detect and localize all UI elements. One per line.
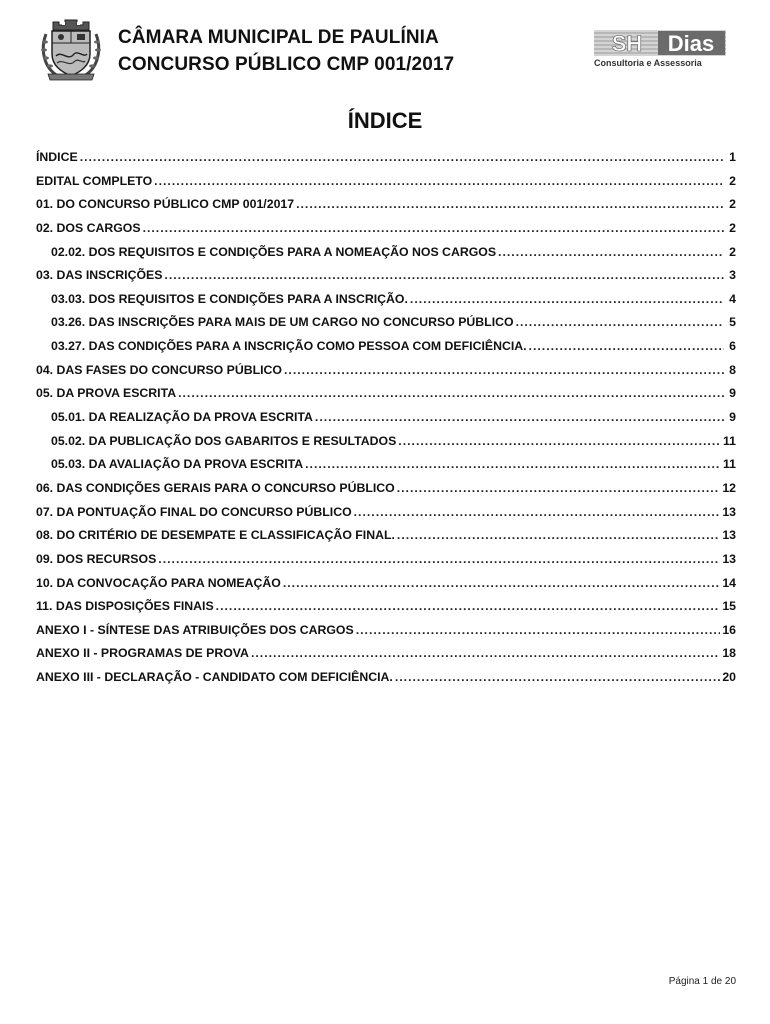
toc-leader-dots <box>143 221 724 235</box>
toc-entry-page: 5 <box>729 315 736 330</box>
toc-entry-page: 14 <box>722 575 736 590</box>
toc-entry-label: EDITAL COMPLETO <box>36 173 153 188</box>
toc-leader-dots <box>398 434 721 448</box>
toc-entry[interactable] <box>36 339 736 363</box>
toc-entry[interactable] <box>36 292 736 316</box>
toc-entry-label: 02. DOS CARGOS <box>36 220 141 235</box>
page-header <box>0 0 770 90</box>
toc-entry-page: 9 <box>729 410 736 425</box>
toc-entry-page: 1 <box>729 150 736 164</box>
toc-entry-label: 03.26. DAS INSCRIÇÕES PARA MAIS DE UM CARGO NO CONCURSO PÚBLICO <box>51 315 514 330</box>
toc-entry[interactable] <box>36 268 736 292</box>
toc-entry-label: 02.02. DOS REQUISITOS E CONDIÇÕES PARA A NOMEAÇÃO NOS CARGOS <box>51 244 497 259</box>
toc-leader-dots <box>498 245 724 259</box>
toc-entry[interactable] <box>36 386 736 410</box>
toc-entry[interactable] <box>36 505 736 529</box>
toc-entry[interactable] <box>36 315 736 339</box>
toc-entry-page: 3 <box>729 268 736 283</box>
toc-entry-page: 2 <box>729 173 736 188</box>
toc-entry[interactable] <box>36 174 736 198</box>
page-number: Página 1 de 20 <box>668 976 736 987</box>
toc-leader-dots <box>395 670 720 684</box>
toc-entry-page: 6 <box>729 339 736 354</box>
toc-entry-label: 03.27. DAS CONDIÇÕES PARA A INSCRIÇÃO COMO PESSOA COM DEFICIÊNCIA. <box>51 339 527 354</box>
toc-entry-page: 2 <box>729 244 736 259</box>
toc-entry-label: 06. DAS CONDIÇÕES GERAIS PARA O CONCURSO PÚBLICO <box>36 480 395 495</box>
toc-entry[interactable] <box>36 434 736 458</box>
municipal-crest-icon <box>40 16 102 82</box>
toc-entry-label: 05.03. DA AVALIAÇÃO DA PROVA ESCRITA <box>51 457 304 472</box>
toc-entry[interactable] <box>36 576 736 600</box>
toc-entry[interactable] <box>36 197 736 221</box>
toc-leader-dots <box>80 150 724 164</box>
toc-entry[interactable] <box>36 221 736 245</box>
toc-entry-page: 2 <box>729 197 736 212</box>
svg-text:Dias: Dias <box>667 31 715 56</box>
toc-leader-dots <box>315 410 724 424</box>
toc-entry-label: 01. DO CONCURSO PÚBLICO CMP 001/2017 <box>36 197 295 212</box>
toc-entry[interactable] <box>36 481 736 505</box>
toc-entry[interactable] <box>36 150 736 174</box>
company-logo <box>594 30 726 70</box>
toc-leader-dots <box>154 174 724 188</box>
toc-entry-page: 18 <box>722 646 736 661</box>
svg-text:SH: SH <box>611 31 643 56</box>
toc-entry-page: 13 <box>722 551 736 566</box>
toc-leader-dots <box>529 339 724 353</box>
toc-entry-label: ANEXO II - PROGRAMAS DE PROVA <box>36 646 249 661</box>
toc-leader-dots <box>397 481 721 495</box>
toc-leader-dots <box>410 292 724 306</box>
toc-entry[interactable] <box>36 670 736 694</box>
toc-entry[interactable] <box>36 410 736 434</box>
toc-entry-page: 11 <box>723 457 736 472</box>
toc-entry-label: 05.02. DA PUBLICAÇÃO DOS GABARITOS E RESULTADOS <box>51 433 397 448</box>
toc-entry[interactable] <box>36 457 736 481</box>
toc-entry-label: 05. DA PROVA ESCRITA <box>36 386 177 401</box>
toc-leader-dots <box>305 457 721 471</box>
toc-entry-label: ÍNDICE <box>36 150 78 164</box>
toc-entry-label: 03. DAS INSCRIÇÕES <box>36 268 163 283</box>
toc-leader-dots <box>356 623 721 637</box>
toc-entry-page: 2 <box>729 220 736 235</box>
toc-entry-page: 8 <box>729 362 736 377</box>
toc-entry[interactable] <box>36 528 736 552</box>
toc-entry-label: ANEXO I - SÍNTESE DAS ATRIBUIÇÕES DOS CARGOS <box>36 622 354 637</box>
toc-entry-page: 4 <box>729 291 736 306</box>
logo-subtitle: Consultoria e Assessoria <box>594 58 702 68</box>
toc-entry-label: 04. DAS FASES DO CONCURSO PÚBLICO <box>36 362 282 377</box>
toc-leader-dots <box>283 576 720 590</box>
toc-entry-page: 15 <box>722 599 736 614</box>
shdias-logo-icon <box>594 30 726 56</box>
toc-entry[interactable] <box>36 363 736 387</box>
toc-leader-dots <box>216 599 721 613</box>
header-title-block <box>118 24 454 78</box>
toc-leader-dots <box>516 315 724 329</box>
institution-name: CÂMARA MUNICIPAL DE PAULÍNIA <box>118 27 439 48</box>
toc-entry[interactable] <box>36 245 736 269</box>
toc-leader-dots <box>158 552 720 566</box>
toc-entry-page: 13 <box>722 528 736 543</box>
toc-entry-label: 03.03. DOS REQUISITOS E CONDIÇÕES PARA A INSCRIÇÃO. <box>51 291 408 306</box>
toc-entry-page: 11 <box>723 433 736 448</box>
toc-entry[interactable] <box>36 599 736 623</box>
toc-leader-dots <box>178 386 724 400</box>
toc-entry-label: 10. DA CONVOCAÇÃO PARA NOMEAÇÃO <box>36 575 281 590</box>
toc-entry[interactable] <box>36 552 736 576</box>
toc-entry-label: 07. DA PONTUAÇÃO FINAL DO CONCURSO PÚBLICO <box>36 504 352 519</box>
toc-entry-label: 08. DO CRITÉRIO DE DESEMPATE E CLASSIFICAÇÃO FINAL. <box>36 528 395 543</box>
toc-leader-dots <box>164 268 724 282</box>
toc-entry-label: ANEXO III - DECLARAÇÃO - CANDIDATO COM DEFICIÊNCIA. <box>36 670 393 685</box>
toc-entry-page: 20 <box>722 670 736 685</box>
toc-leader-dots <box>251 646 720 660</box>
table-of-contents <box>36 150 736 694</box>
toc-entry-label: 05.01. DA REALIZAÇÃO DA PROVA ESCRITA <box>51 410 313 425</box>
toc-entry[interactable] <box>36 646 736 670</box>
toc-leader-dots <box>354 505 721 519</box>
toc-entry-page: 16 <box>722 622 736 637</box>
toc-entry-page: 12 <box>722 480 736 495</box>
toc-entry[interactable] <box>36 623 736 647</box>
toc-entry-label: 09. DOS RECURSOS <box>36 551 157 566</box>
contest-name: CONCURSO PÚBLICO CMP 001/2017 <box>118 54 455 75</box>
document-heading: ÍNDICE <box>347 108 423 133</box>
toc-leader-dots <box>296 197 724 211</box>
toc-entry-page: 13 <box>722 504 736 519</box>
toc-entry-label: 11. DAS DISPOSIÇÕES FINAIS <box>36 599 214 614</box>
toc-leader-dots <box>397 528 720 542</box>
toc-leader-dots <box>284 363 724 377</box>
toc-entry-page: 9 <box>729 386 736 401</box>
